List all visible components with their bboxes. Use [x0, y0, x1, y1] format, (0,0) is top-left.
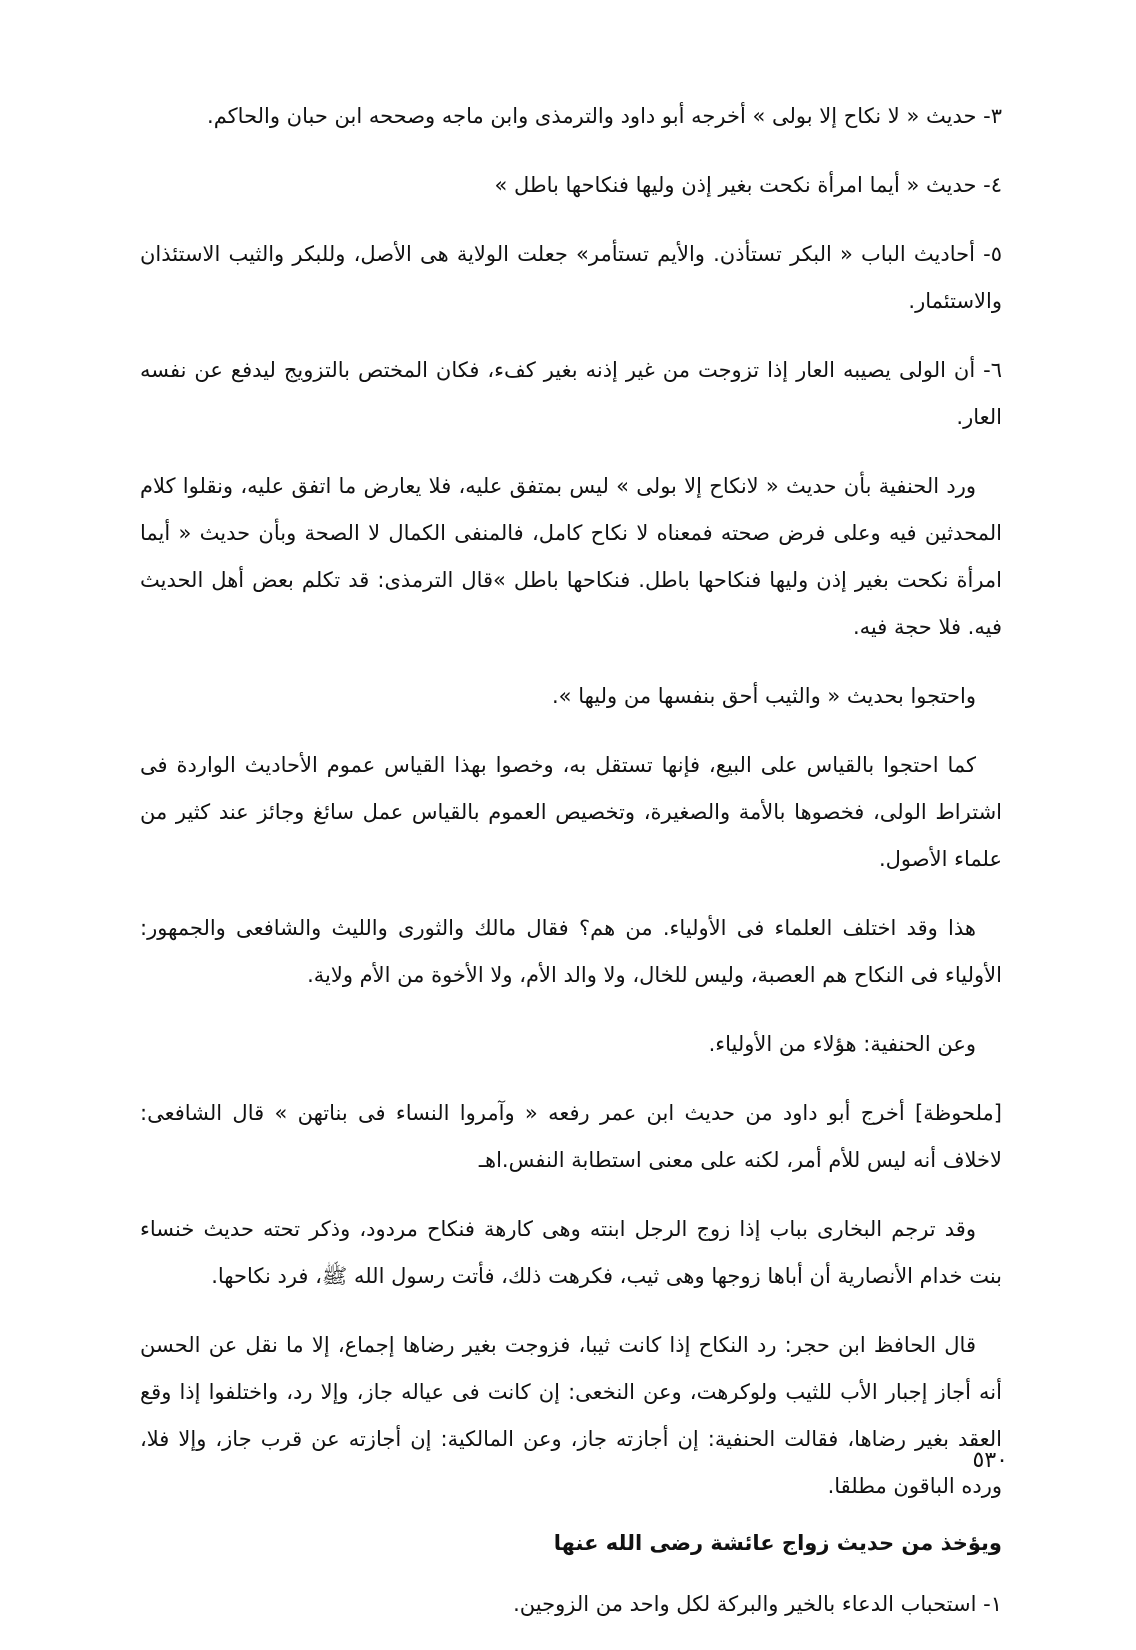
page-number: ٥٣٠ — [972, 1448, 1008, 1473]
paragraph-ibn-hajar: قال الحافظ ابن حجر: رد النكاح إذا كانت ثيبا، فزوجت بغير رضاها إجماع، إلا ما نقل عن الحسن أنه أجاز إجبار الأب للثيب ولوكرهت، وعن النخعى: إن كانت فى عياله جاز، وإلا رد، واختلفوا إذا وقع العقد بغير رضاها، فقالت الحنفية: إن أجازته جاز، وعن المالكية: إن أجازته عن قرب جاز، وإلا فلا، ورده الباقون مطلقا. — [140, 1333, 1002, 1498]
section-heading: ويؤخذ من حديث زواج عائشة رضى الله عنها — [553, 1531, 1002, 1555]
page-body — [140, 93, 1002, 1650]
paragraph-hanafi-guardians: وعن الحنفية: هؤلاء من الأولياء. — [708, 1032, 976, 1056]
paragraph-note: [ملحوظة] أخرج أبو داود من حديث ابن عمر رفعه « وآمروا النساء فى بناتهن » قال الشافعى: لاخلاف أنه ليس للأم أمر، لكنه على معنى استطابة النفس.اهـ — [140, 1101, 1002, 1172]
paragraph-qiyas: كما احتجوا بالقياس على البيع، فإنها تستقل به، وخصوا بهذا القياس عموم الأحاديث الواردة فى اشتراط الولى، فخصوها بالأمة والصغيرة، وتخصيص العموم بالقياس عمل سائغ وجائز عند كثير من علماء الأصول. — [140, 753, 1002, 871]
paragraph-point-6: ٦- أن الولى يصيبه العار إذا تزوجت من غير إذنه بغير كفء، فكان المختص بالتزويج ليدفع عن نفسه العار. — [140, 358, 1002, 429]
paragraph-hadith-3: ٣- حديث « لا نكاح إلا بولى » أخرجه أبو داود والترمذى وابن ماجه وصححه ابن حبان والحاكم. — [207, 104, 1002, 128]
paragraph-guardians-dispute: هذا وقد اختلف العلماء فى الأولياء. من هم؟ فقال مالك والثورى والليث والشافعى والجمهور: الأولياء فى النكاح هم العصبة، وليس للخال، ولا والد الأم، ولا الأخوة من الأم ولاية. — [140, 916, 1002, 987]
paragraph-bukhari: وقد ترجم البخارى بباب إذا زوج الرجل ابنته وهى كارهة فنكاح مردود، وذكر تحته حديث خنساء بنت خدام الأنصارية أن أباها زوجها وهى ثيب، فكرهت ذلك، فأتت رسول الله ﷺ، فرد نكاحها. — [140, 1217, 1002, 1288]
paragraph-hadith-4: ٤- حديث « أيما امرأة نكحت بغير إذن وليها فنكاحها باطل » — [494, 173, 1002, 197]
list-item-1: ١- استحباب الدعاء بالخير والبركة لكل واحد من الزوجين. — [513, 1592, 1002, 1616]
paragraph-hanafi-reply: ورد الحنفية بأن حديث « لانكاح إلا بولى » ليس بمتفق عليه، فلا يعارض ما اتفق عليه، ونقلوا كلام المحدثين فيه وعلى فرض صحته فمعناه لا نكاح كامل، فالمنفى الكمال لا الصحة وبأن حديث « أيما امرأة نكحت بغير إذن وليها فنكاحها باطل. فنكاحها باطل »قال الترمذى: قد تكلم بعض أهل الحديث فيه. فلا حجة فيه. — [140, 474, 1002, 639]
paragraph-hanafi-evidence: واحتجوا بحديث « والثيب أحق بنفسها من وليها ». — [552, 684, 976, 708]
paragraph-hadith-5: ٥- أحاديث الباب « البكر تستأذن. والأيم تستأمر» جعلت الولاية هى الأصل، وللبكر والثيب الاستئذان والاستئمار. — [140, 242, 1002, 313]
